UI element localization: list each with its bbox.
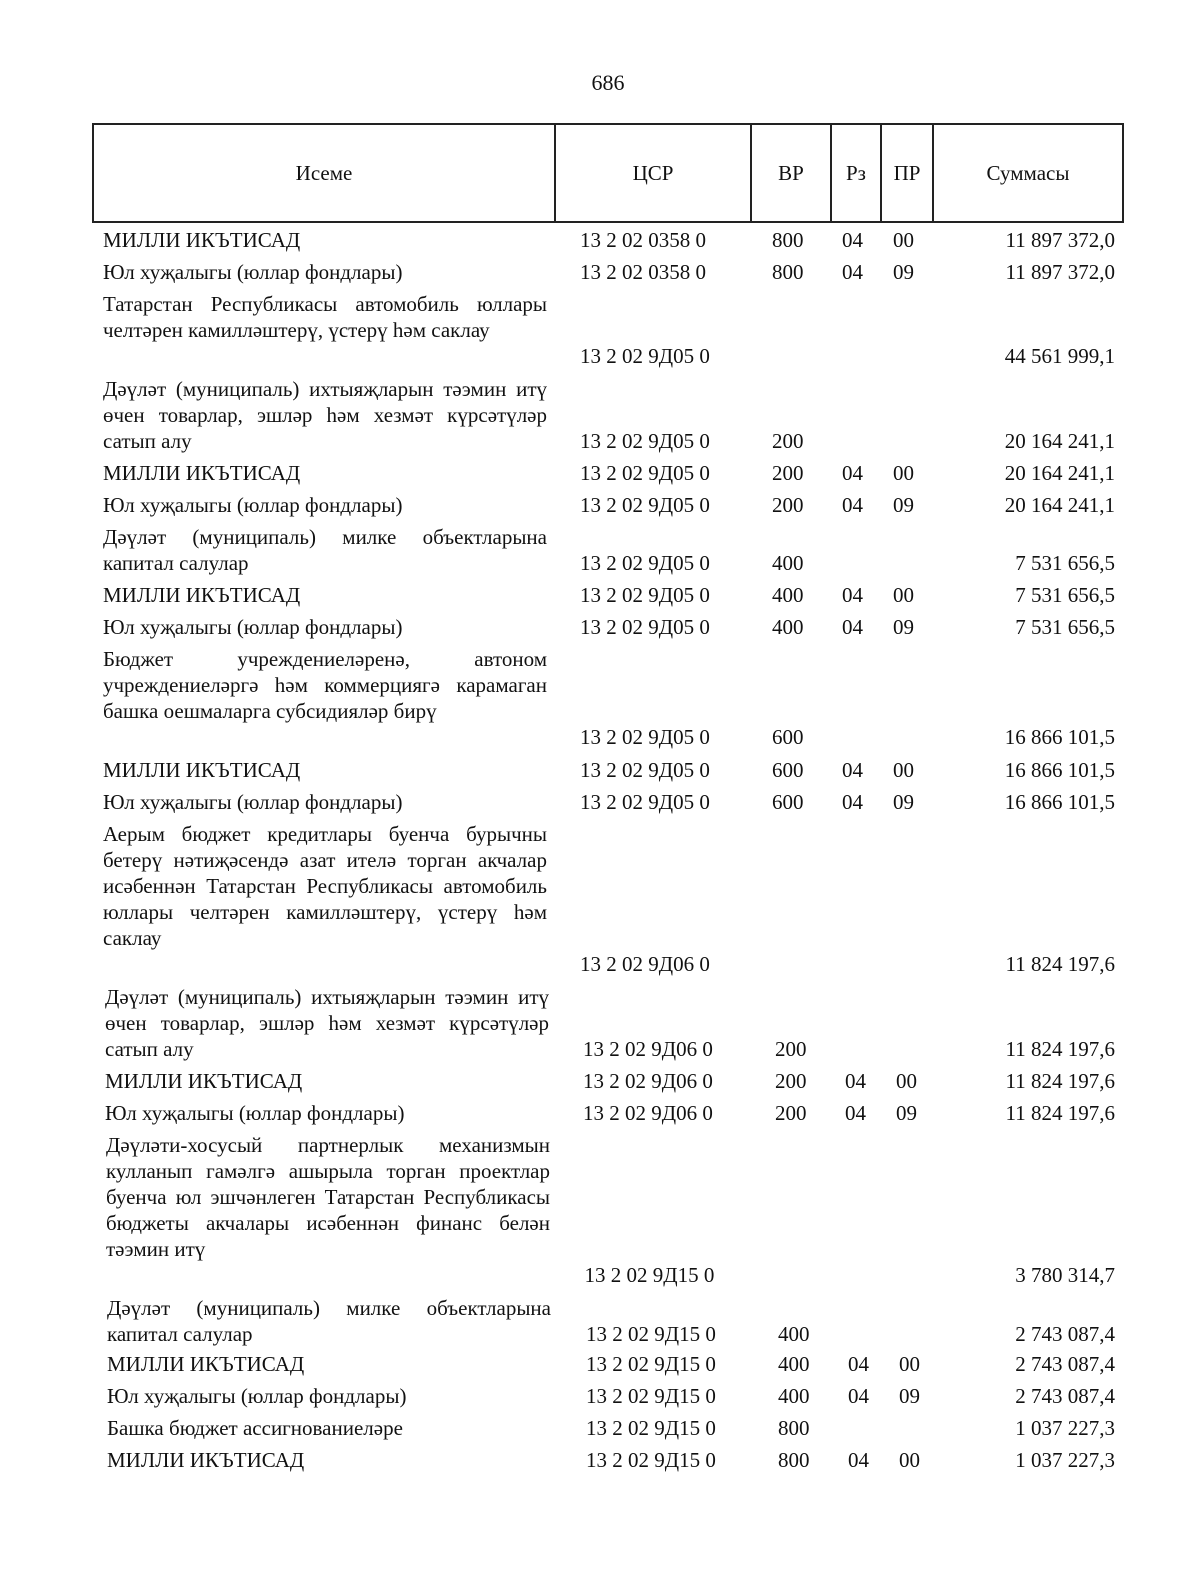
row-name: Башка бюджет ассигнованиеләре: [107, 1416, 403, 1440]
row-pr: 09: [893, 260, 914, 284]
row-name: Дәүләт (муниципаль) милке объектларына капитал салулар: [103, 525, 547, 575]
header-pr: ПР: [880, 125, 932, 221]
row-csr: 13 2 02 9Д06 0: [583, 1069, 713, 1093]
row-sum: 11 824 197,6: [1005, 1037, 1115, 1061]
row-vr: 600: [772, 790, 804, 814]
row-name: Юл хуҗалыгы (юллар фондлары): [103, 615, 403, 639]
row-sum: 7 531 656,5: [1015, 551, 1115, 575]
row-pr: 09: [893, 493, 914, 517]
row-csr: 13 2 02 9Д05 0: [580, 725, 710, 749]
row-name: Юл хуҗалыгы (юллар фондлары): [103, 790, 403, 814]
page-number: 686: [591, 70, 625, 95]
row-sum: 16 866 101,5: [1004, 758, 1115, 782]
row-csr: 13 2 02 9Д05 0: [580, 461, 710, 485]
header-sum: Суммасы: [932, 125, 1122, 221]
row-rz: 04: [842, 228, 863, 252]
table-header: [92, 123, 1124, 223]
row-vr: 800: [778, 1416, 810, 1440]
row-sum: 20 164 241,1: [1004, 429, 1115, 453]
row-sum: 20 164 241,1: [1004, 461, 1115, 485]
row-name: МИЛЛИ ИКЪТИСАД: [103, 228, 301, 252]
row-rz: 04: [845, 1069, 866, 1093]
row-rz: 04: [842, 493, 863, 517]
header-name: Исеме: [295, 160, 353, 185]
row-rz: 04: [848, 1384, 869, 1408]
row-pr: 09: [896, 1101, 917, 1125]
row-sum: 44 561 999,1: [1004, 344, 1115, 368]
row-vr: 800: [772, 228, 804, 252]
row-sum: 11 824 197,6: [1005, 952, 1115, 976]
row-csr: 13 2 02 9Д05 0: [580, 615, 710, 639]
row-sum: 2 743 087,4: [1015, 1352, 1115, 1376]
row-name: МИЛЛИ ИКЪТИСАД: [103, 583, 301, 607]
row-csr: 13 2 02 9Д06 0: [583, 1037, 713, 1061]
row-csr: 13 2 02 9Д05 0: [580, 758, 710, 782]
row-csr: 13 2 02 9Д15 0: [586, 1322, 716, 1346]
row-csr: 13 2 02 9Д06 0: [583, 1101, 713, 1125]
row-name: Юл хуҗалыгы (юллар фондлары): [105, 1101, 405, 1125]
row-name: Дәүләт (муниципаль) ихтыяҗларын тәэмин итү өчен товарлар, эшләр һәм хезмәт күрсәтүләр сатып алу: [105, 985, 549, 1061]
row-name: МИЛЛИ ИКЪТИСАД: [105, 1069, 303, 1093]
row-sum: 2 743 087,4: [1015, 1322, 1115, 1346]
row-vr: 600: [772, 725, 804, 749]
row-vr: 200: [775, 1101, 807, 1125]
row-pr: 00: [893, 583, 914, 607]
row-vr: 400: [778, 1322, 810, 1346]
row-rz: 04: [842, 758, 863, 782]
row-sum: 2 743 087,4: [1015, 1384, 1115, 1408]
row-rz: 04: [842, 583, 863, 607]
row-sum: 16 866 101,5: [1004, 725, 1115, 749]
row-pr: 00: [893, 461, 914, 485]
row-rz: 04: [848, 1448, 869, 1472]
row-name: Бюджет учреждениеләренә, автоном учреждениеләргә һәм коммерциягә карамаган башка оешмаларга субсидияләр бирү: [103, 647, 547, 723]
row-csr: 13 2 02 9Д15 0: [584, 1263, 715, 1287]
row-name: Татарстан Республикасы автомобиль юллары челтәрен камилләштерү, үстерү һәм саклау: [103, 292, 547, 342]
header-vr: ВР: [750, 125, 830, 221]
row-name: Дәүләт (муниципаль) ихтыяҗларын тәэмин итү өчен товарлар, эшләр һәм хезмәт күрсәтүләр сатып алу: [103, 377, 547, 453]
row-sum: 11 897 372,0: [1005, 260, 1115, 284]
row-sum: 7 531 656,5: [1015, 583, 1115, 607]
row-sum: 16 866 101,5: [1004, 790, 1115, 814]
row-vr: 800: [772, 260, 804, 284]
row-vr: 800: [778, 1448, 810, 1472]
row-csr: 13 2 02 9Д05 0: [580, 790, 710, 814]
row-pr: 00: [893, 228, 914, 252]
row-csr: 13 2 02 9Д05 0: [580, 551, 710, 575]
row-sum: 11 824 197,6: [1005, 1069, 1115, 1093]
row-rz: 04: [842, 461, 863, 485]
row-rz: 04: [848, 1352, 869, 1376]
row-pr: 00: [899, 1352, 920, 1376]
row-sum: 1 037 227,3: [1015, 1448, 1115, 1472]
row-sum: 7 531 656,5: [1015, 615, 1115, 639]
row-pr: 09: [899, 1384, 920, 1408]
row-csr: 13 2 02 0358 0: [580, 260, 706, 284]
row-sum: 1 037 227,3: [1015, 1416, 1115, 1440]
row-vr: 200: [775, 1069, 807, 1093]
row-csr: 13 2 02 9Д15 0: [586, 1352, 716, 1376]
row-vr: 400: [772, 551, 804, 575]
row-name: МИЛЛИ ИКЪТИСАД: [107, 1352, 305, 1376]
row-pr: 00: [893, 758, 914, 782]
row-csr: 13 2 02 9Д15 0: [586, 1384, 716, 1408]
row-vr: 200: [775, 1037, 807, 1061]
row-csr: 13 2 02 9Д05 0: [580, 429, 710, 453]
header-csr: ЦСР: [554, 125, 750, 221]
row-sum: 20 164 241,1: [1004, 493, 1115, 517]
row-name: Юл хуҗалыгы (юллар фондлары): [107, 1384, 407, 1408]
row-vr: 400: [772, 615, 804, 639]
row-name: Юл хуҗалыгы (юллар фондлары): [103, 493, 403, 517]
row-name: Дәүләт (муниципаль) милке объектларына капитал салулар: [107, 1296, 551, 1346]
row-name: МИЛЛИ ИКЪТИСАД: [103, 461, 301, 485]
row-vr: 200: [772, 429, 804, 453]
row-vr: 200: [772, 461, 804, 485]
row-name: МИЛЛИ ИКЪТИСАД: [107, 1448, 305, 1472]
row-pr: 09: [893, 790, 914, 814]
row-rz: 04: [845, 1101, 866, 1125]
row-csr: 13 2 02 9Д15 0: [586, 1448, 716, 1472]
row-name: Аерым бюджет кредитлары буенча бурычны бетерү нәтиҗәсендә азат ителә торган акчалар исәбеннән Татарстан Республикасы автомобиль юллары челтәрен камилләштерү, үстерү һәм саклау: [103, 822, 547, 950]
row-pr: 00: [899, 1448, 920, 1472]
row-sum: 11 897 372,0: [1005, 228, 1115, 252]
row-name: Юл хуҗалыгы (юллар фондлары): [103, 260, 403, 284]
row-csr: 13 2 02 9Д05 0: [580, 344, 710, 368]
row-csr: 13 2 02 9Д06 0: [580, 952, 710, 976]
header-rz: Рз: [830, 125, 880, 221]
row-rz: 04: [842, 790, 863, 814]
row-rz: 04: [842, 260, 863, 284]
row-pr: 09: [893, 615, 914, 639]
row-vr: 200: [772, 493, 804, 517]
row-sum: 3 780 314,7: [1015, 1263, 1115, 1287]
row-csr: 13 2 02 0358 0: [580, 228, 706, 252]
row-rz: 04: [842, 615, 863, 639]
row-name: МИЛЛИ ИКЪТИСАД: [103, 758, 301, 782]
row-pr: 00: [896, 1069, 917, 1093]
row-csr: 13 2 02 9Д15 0: [586, 1416, 716, 1440]
row-csr: 13 2 02 9Д05 0: [580, 583, 710, 607]
row-vr: 400: [772, 583, 804, 607]
row-vr: 400: [778, 1384, 810, 1408]
row-vr: 400: [778, 1352, 810, 1376]
row-vr: 600: [772, 758, 804, 782]
row-name: Дәүләти-хосусый партнерлык механизмын кулланып гамәлгә ашырыла торган проектлар буенча юл эшчәнлеген Татарстан Республикасы бюджеты акчалары исәбеннән финанс белән тәэмин итү: [106, 1133, 550, 1261]
row-sum: 11 824 197,6: [1005, 1101, 1115, 1125]
row-csr: 13 2 02 9Д05 0: [580, 493, 710, 517]
